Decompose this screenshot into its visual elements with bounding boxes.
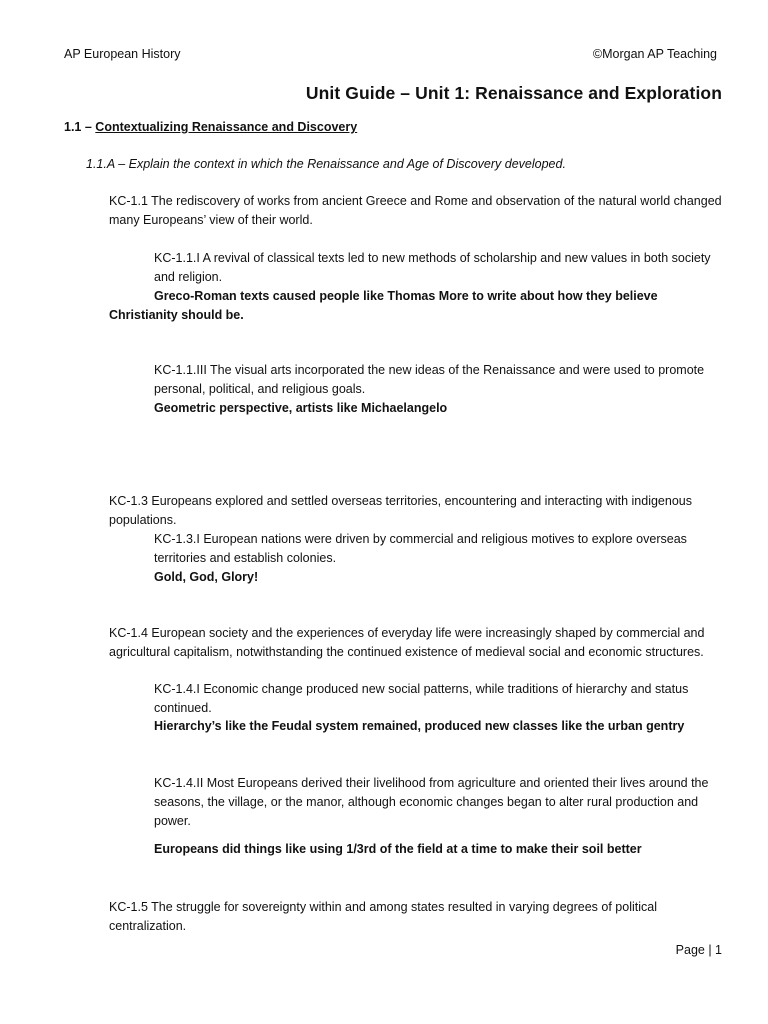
kc-1-3-i-note: Gold, God, Glory! [154,570,259,584]
kc-1-3-i-text: KC-1.3.I European nations were driven by commercial and religious motives to explore overseas territories and establish colonies. [154,532,687,565]
kc-1-3-text: KC-1.3 Europeans explored and settled overseas territories, encountering and interacting with indigenous populations. [109,494,692,527]
kc-1-4-ii-note: Europeans did things like using 1/3rd of the field at a time to make their soil better [154,842,642,856]
learning-objective: 1.1.A – Explain the context in which the Renaissance and Age of Discovery developed. [86,157,566,171]
page-title: Unit Guide – Unit 1: Renaissance and Exploration [305,83,722,103]
section-number: 1.1 – [64,120,92,134]
kc-1-4-text: KC-1.4 European society and the experiences of everyday life were increasingly shaped by commercial and agricultural capitalism, notwithstanding the continued existence of medieval social and economic structures. [109,626,705,659]
kc-1-1-i-text: KC-1.1.I A revival of classical texts led to new methods of scholarship and new values in both society and religion. [154,251,711,284]
kc-1-1-i-note: Greco-Roman texts caused people like Thomas More to write about how they believe Christianity should be. [109,289,658,322]
kc-1-4-ii-text: KC-1.4.II Most Europeans derived their livelihood from agriculture and oriented their lives around the seasons, the village, or the manor, although economic changes began to alter rural production and power. [154,776,709,828]
header-copyright: ©Morgan AP Teaching [592,47,717,61]
kc-1-4-i-note: Hierarchy’s like the Feudal system remained, produced new classes like the urban gentry [154,719,685,733]
kc-1-1-text: KC-1.1 The rediscovery of works from ancient Greece and Rome and observation of the natural world changed many Europeans’ view of their world. [109,194,722,227]
page-number: Page | 1 [675,943,722,957]
kc-1-1-iii-note: Geometric perspective, artists like Michaelangelo [154,401,448,415]
kc-1-5-text: KC-1.5 The struggle for sovereignty within and among states resulted in varying degrees of political centralization. [109,900,657,933]
kc-1-4-i-text: KC-1.4.I Economic change produced new social patterns, while traditions of hierarchy and status continued. [154,682,689,715]
section-title: Contextualizing Renaissance and Discovery [95,120,358,134]
section-heading [64,120,357,134]
header-course-name: AP European History [64,47,181,61]
kc-1-1-iii-text: KC-1.1.III The visual arts incorporated the new ideas of the Renaissance and were used to promote personal, political, and religious goals. [154,363,705,396]
